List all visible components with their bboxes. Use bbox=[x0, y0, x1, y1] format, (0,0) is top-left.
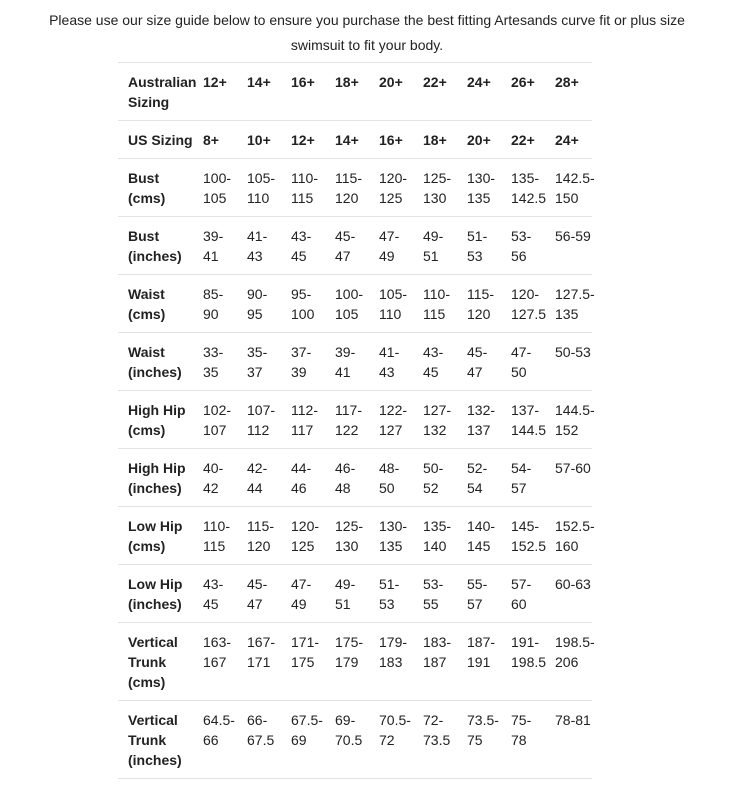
measurement-value-cell: 110-115 bbox=[413, 275, 457, 333]
measurement-row bbox=[118, 449, 592, 507]
measurement-value-cell: 167-171 bbox=[237, 623, 281, 701]
row-label: US Sizing bbox=[118, 121, 193, 159]
measurement-value-cell: 191-198.5 bbox=[501, 623, 545, 701]
measurement-value-cell: 135-140 bbox=[413, 507, 457, 565]
measurement-value-cell: 125-130 bbox=[325, 507, 369, 565]
measurement-value-cell: 152.5-160 bbox=[545, 507, 592, 565]
measurement-value-cell: 95-100 bbox=[281, 275, 325, 333]
row-label: Vertical Trunk (cms) bbox=[118, 623, 193, 701]
measurement-value-cell: 198.5-206 bbox=[545, 623, 592, 701]
measurement-value-cell: 120-125 bbox=[369, 159, 413, 217]
measurement-value-cell: 105-110 bbox=[369, 275, 413, 333]
row-label: Waist (cms) bbox=[118, 275, 193, 333]
intro-text bbox=[0, 8, 734, 58]
measurement-value-cell: 47-50 bbox=[501, 333, 545, 391]
measurement-row bbox=[118, 701, 592, 779]
size-value-cell: 16+ bbox=[369, 121, 413, 159]
measurement-value-cell: 60-63 bbox=[545, 565, 592, 623]
row-label: Low Hip (inches) bbox=[118, 565, 193, 623]
measurement-value-cell: 33-35 bbox=[193, 333, 237, 391]
measurement-value-cell: 56-59 bbox=[545, 217, 592, 275]
measurement-value-cell: 75-78 bbox=[501, 701, 545, 779]
measurement-value-cell: 135-142.5 bbox=[501, 159, 545, 217]
row-label: Vertical Trunk (inches) bbox=[118, 701, 193, 779]
size-value-cell: 24+ bbox=[457, 63, 501, 121]
size-header-row bbox=[118, 121, 592, 159]
measurement-value-cell: 57-60 bbox=[545, 449, 592, 507]
measurement-value-cell: 130-135 bbox=[457, 159, 501, 217]
size-value-cell: 18+ bbox=[413, 121, 457, 159]
measurement-value-cell: 39-41 bbox=[325, 333, 369, 391]
size-value-cell: 22+ bbox=[413, 63, 457, 121]
size-table-body bbox=[118, 63, 595, 779]
measurement-value-cell: 41-43 bbox=[369, 333, 413, 391]
measurement-value-cell: 57-60 bbox=[501, 565, 545, 623]
measurement-value-cell: 70.5-72 bbox=[369, 701, 413, 779]
size-value-cell: 16+ bbox=[281, 63, 325, 121]
measurement-row bbox=[118, 565, 592, 623]
size-value-cell: 20+ bbox=[457, 121, 501, 159]
row-label: Low Hip (cms) bbox=[118, 507, 193, 565]
size-value-cell: 14+ bbox=[237, 63, 281, 121]
size-value-cell: 24+ bbox=[545, 121, 592, 159]
measurement-value-cell: 137-144.5 bbox=[501, 391, 545, 449]
measurement-value-cell: 144.5-152 bbox=[545, 391, 592, 449]
measurement-value-cell: 40-42 bbox=[193, 449, 237, 507]
measurement-value-cell: 46-48 bbox=[325, 449, 369, 507]
measurement-value-cell: 142.5-150 bbox=[545, 159, 592, 217]
measurement-value-cell: 100-105 bbox=[193, 159, 237, 217]
measurement-value-cell: 72-73.5 bbox=[413, 701, 457, 779]
row-label: High Hip (cms) bbox=[118, 391, 193, 449]
measurement-value-cell: 85-90 bbox=[193, 275, 237, 333]
measurement-value-cell: 163-167 bbox=[193, 623, 237, 701]
size-value-cell: 12+ bbox=[281, 121, 325, 159]
measurement-row bbox=[118, 333, 592, 391]
measurement-value-cell: 41-43 bbox=[237, 217, 281, 275]
intro-line-2: swimsuit to fit your body. bbox=[290, 37, 444, 53]
measurement-value-cell: 43-45 bbox=[193, 565, 237, 623]
size-value-cell: 10+ bbox=[237, 121, 281, 159]
size-value-cell: 18+ bbox=[325, 63, 369, 121]
measurement-value-cell: 52-54 bbox=[457, 449, 501, 507]
measurement-value-cell: 51-53 bbox=[369, 565, 413, 623]
measurement-row bbox=[118, 623, 592, 701]
size-guide-table bbox=[118, 62, 595, 779]
measurement-value-cell: 110-115 bbox=[193, 507, 237, 565]
measurement-value-cell: 130-135 bbox=[369, 507, 413, 565]
measurement-value-cell: 51-53 bbox=[457, 217, 501, 275]
measurement-value-cell: 49-51 bbox=[325, 565, 369, 623]
measurement-value-cell: 115-120 bbox=[457, 275, 501, 333]
measurement-row bbox=[118, 275, 592, 333]
measurement-value-cell: 50-53 bbox=[545, 333, 592, 391]
row-label: Bust (inches) bbox=[118, 217, 193, 275]
measurement-value-cell: 107-112 bbox=[237, 391, 281, 449]
size-header-row bbox=[118, 63, 592, 121]
measurement-value-cell: 115-120 bbox=[237, 507, 281, 565]
measurement-value-cell: 78-81 bbox=[545, 701, 592, 779]
measurement-value-cell: 117-122 bbox=[325, 391, 369, 449]
measurement-value-cell: 125-130 bbox=[413, 159, 457, 217]
measurement-value-cell: 43-45 bbox=[413, 333, 457, 391]
measurement-row bbox=[118, 159, 592, 217]
measurement-value-cell: 44-46 bbox=[281, 449, 325, 507]
row-label: Waist (inches) bbox=[118, 333, 193, 391]
measurement-value-cell: 100-105 bbox=[325, 275, 369, 333]
measurement-value-cell: 48-50 bbox=[369, 449, 413, 507]
measurement-value-cell: 50-52 bbox=[413, 449, 457, 507]
measurement-value-cell: 102-107 bbox=[193, 391, 237, 449]
measurement-value-cell: 90-95 bbox=[237, 275, 281, 333]
intro-line-1: Please use our size guide below to ensure you purchase the best fitting Artesands curve fit or plus size bbox=[49, 12, 685, 28]
measurement-value-cell: 37-39 bbox=[281, 333, 325, 391]
measurement-value-cell: 35-37 bbox=[237, 333, 281, 391]
size-value-cell: 26+ bbox=[501, 63, 545, 121]
size-value-cell: 14+ bbox=[325, 121, 369, 159]
measurement-value-cell: 171-175 bbox=[281, 623, 325, 701]
measurement-value-cell: 64.5-66 bbox=[193, 701, 237, 779]
measurement-value-cell: 39-41 bbox=[193, 217, 237, 275]
size-value-cell: 28+ bbox=[545, 63, 592, 121]
measurement-value-cell: 45-47 bbox=[457, 333, 501, 391]
row-label: Australian Sizing bbox=[118, 63, 193, 121]
row-label: High Hip (inches) bbox=[118, 449, 193, 507]
measurement-value-cell: 179-183 bbox=[369, 623, 413, 701]
measurement-value-cell: 140-145 bbox=[457, 507, 501, 565]
measurement-value-cell: 120-127.5 bbox=[501, 275, 545, 333]
measurement-value-cell: 55-57 bbox=[457, 565, 501, 623]
measurement-value-cell: 45-47 bbox=[237, 565, 281, 623]
measurement-value-cell: 47-49 bbox=[369, 217, 413, 275]
measurement-value-cell: 43-45 bbox=[281, 217, 325, 275]
measurement-value-cell: 73.5-75 bbox=[457, 701, 501, 779]
measurement-value-cell: 105-110 bbox=[237, 159, 281, 217]
measurement-row bbox=[118, 391, 592, 449]
measurement-value-cell: 115-120 bbox=[325, 159, 369, 217]
size-value-cell: 8+ bbox=[193, 121, 237, 159]
measurement-value-cell: 49-51 bbox=[413, 217, 457, 275]
measurement-value-cell: 45-47 bbox=[325, 217, 369, 275]
measurement-value-cell: 110-115 bbox=[281, 159, 325, 217]
measurement-value-cell: 69-70.5 bbox=[325, 701, 369, 779]
row-label: Bust (cms) bbox=[118, 159, 193, 217]
measurement-row bbox=[118, 507, 592, 565]
measurement-value-cell: 122-127 bbox=[369, 391, 413, 449]
measurement-value-cell: 53-56 bbox=[501, 217, 545, 275]
size-value-cell: 20+ bbox=[369, 63, 413, 121]
measurement-value-cell: 112-117 bbox=[281, 391, 325, 449]
size-value-cell: 22+ bbox=[501, 121, 545, 159]
measurement-value-cell: 53-55 bbox=[413, 565, 457, 623]
measurement-value-cell: 66-67.5 bbox=[237, 701, 281, 779]
measurement-row bbox=[118, 217, 592, 275]
measurement-value-cell: 145-152.5 bbox=[501, 507, 545, 565]
measurement-value-cell: 175-179 bbox=[325, 623, 369, 701]
measurement-value-cell: 42-44 bbox=[237, 449, 281, 507]
measurement-value-cell: 187-191 bbox=[457, 623, 501, 701]
measurement-value-cell: 127.5-135 bbox=[545, 275, 592, 333]
measurement-value-cell: 67.5-69 bbox=[281, 701, 325, 779]
measurement-value-cell: 120-125 bbox=[281, 507, 325, 565]
measurement-value-cell: 132-137 bbox=[457, 391, 501, 449]
measurement-value-cell: 47-49 bbox=[281, 565, 325, 623]
size-value-cell: 12+ bbox=[193, 63, 237, 121]
measurement-value-cell: 183-187 bbox=[413, 623, 457, 701]
measurement-value-cell: 54-57 bbox=[501, 449, 545, 507]
measurement-value-cell: 127-132 bbox=[413, 391, 457, 449]
